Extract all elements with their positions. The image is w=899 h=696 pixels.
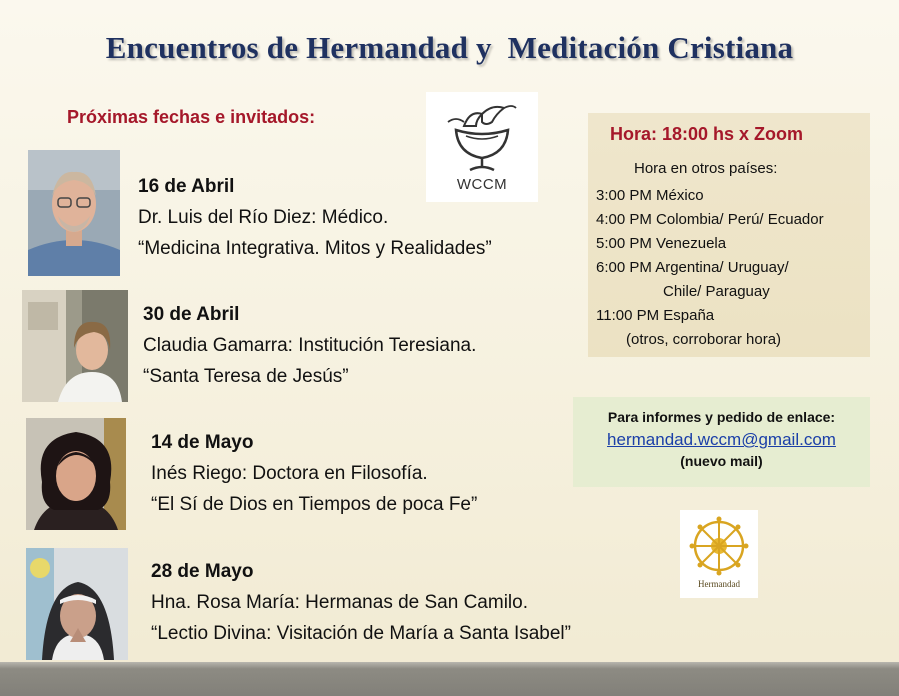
schedule-subtitle: Hora en otros países: [634,160,778,177]
event-card [138,171,492,264]
contact-title: Para informes y pedido de enlace: [607,409,836,425]
event-topic: “Santa Teresa de Jesús” [143,366,349,387]
schedule-line: 4:00 PM Colombia/ Perú/ Ecuador [596,211,824,228]
hermandad-logo-text: Hermandad [698,579,740,589]
schedule-line: (otros, corroborar hora) [626,331,782,348]
schedule-list [596,184,824,352]
sun-wheel-icon [680,510,758,578]
event-speaker: Inés Riego: Doctora en Filosofía. [151,463,428,484]
footer-bar [0,662,899,696]
speaker-photo-rosa [26,548,128,660]
schedule-line: 11:00 PM España [596,307,715,324]
schedule-title: Hora: 18:00 hs x Zoom [610,124,804,144]
wccm-logo-text: WCCM [456,176,508,193]
event-card [143,299,476,392]
contact-note: (nuevo mail) [680,453,763,469]
event-topic: “Medicina Integrativa. Mitos y Realidades” [138,238,492,259]
page-title: Encuentros de Hermandad y Meditación Cristiana [105,30,794,65]
schedule-line: 3:00 PM México [596,187,704,204]
schedule-line: Chile/ Paraguay [663,283,770,300]
schedule-line: 6:00 PM Argentina/ Uruguay/ [596,259,789,276]
event-speaker: Claudia Gamarra: Institución Teresiana. [143,335,477,356]
event-date: 28 de Mayo [151,561,254,582]
schedule-line: 5:00 PM Venezuela [596,235,727,252]
event-card [151,556,571,649]
event-date: 16 de Abril [138,176,235,197]
speaker-photo-luis [28,150,120,276]
event-speaker: Hna. Rosa María: Hermanas de San Camilo. [151,592,528,613]
upcoming-dates-heading: Próximas fechas e invitados: [67,107,316,127]
event-date: 14 de Mayo [151,432,254,453]
event-date: 30 de Abril [143,304,240,325]
dove-bowl-icon [426,92,538,176]
contact-email-link[interactable]: hermandad.wccm@gmail.com [607,430,836,449]
schedule-box [588,113,870,357]
event-topic: “Lectio Divina: Visitación de María a Santa Isabel” [151,623,571,644]
event-topic: “El Sí de Dios en Tiempos de poca Fe” [151,494,478,515]
event-speaker: Dr. Luis del Río Diez: Médico. [138,207,389,228]
contact-box [573,397,870,487]
event-card [151,427,477,520]
hermandad-logo [680,510,758,598]
speaker-photo-ines [26,418,126,530]
speaker-photo-claudia [22,290,128,402]
